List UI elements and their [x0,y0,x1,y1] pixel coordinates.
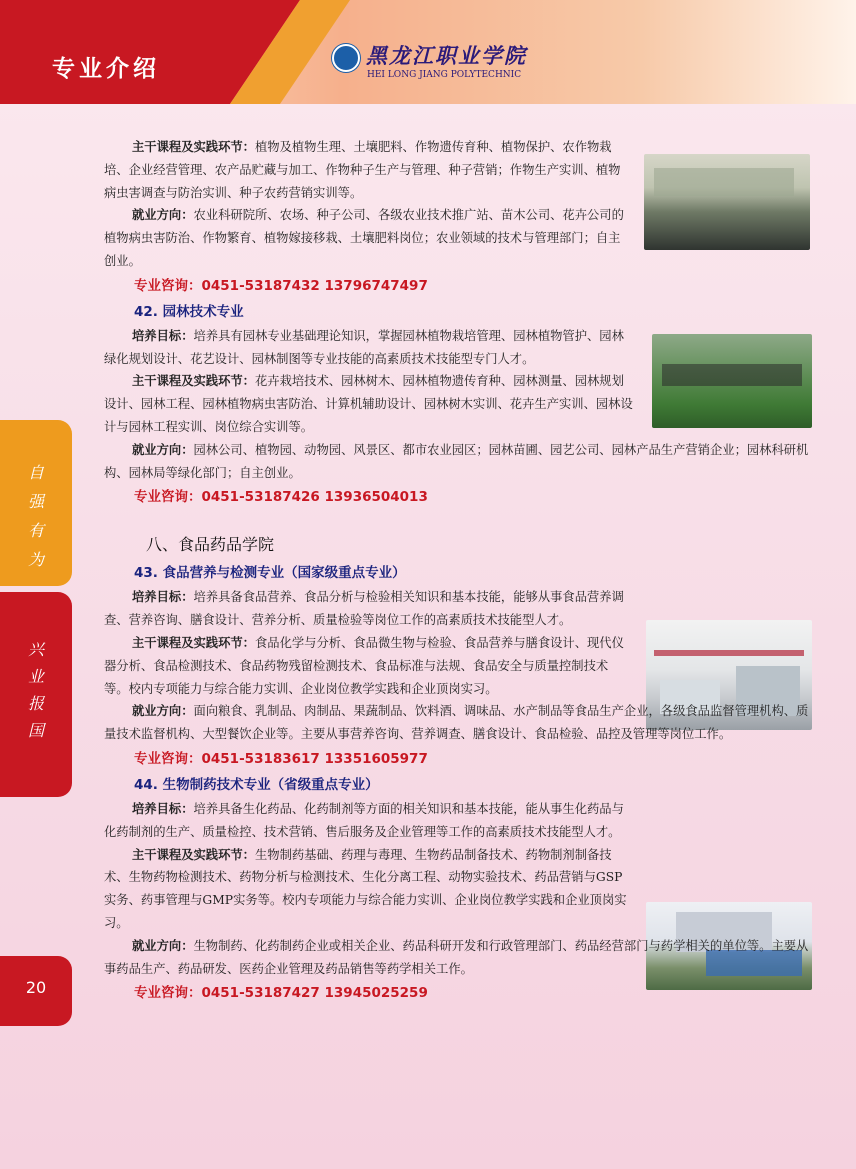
sec43-career-label: 就业方向： [132,704,194,719]
sec42-goal [104,325,634,371]
sec42-goal-label: 培养目标： [132,328,194,343]
sec42-course-text: 花卉栽培技术、园林树木、园林植物遗传育种、园林测量、园林规划设计、园林工程、园林植物病虫害防治、计算机辅助设计、园林树木实训、花卉生产实训、园林设计与园林工程实训、岗位综合实训等。 [104,374,633,434]
sec43-title: 43. 食品营养与检测专业（国家级重点专业） [134,565,406,582]
sec43-goal-text: 培养具备食品营养、食品分析与检验相关知识和基本技能，能够从事食品营养调查、营养咨询、膳食设计、营养分析、质量检验等岗位工作的高素质技术技能型人才。 [104,590,624,628]
sec43-goal [104,586,628,632]
slogan1 [0,458,72,574]
sec44-course-text: 生物制药基础、药理与毒理、生物药品制备技术、药物制剂制备技术、生物药物检测技术、药物分析与检测技术、生化分离工程、动物实验技术、药品营销与GSP实务、药事管理与GMP实务等。校内专项能力与综合能力实训、企业岗位教学实践和企业顶岗实习。 [104,847,627,930]
sec44-goal [104,798,628,844]
school-logo-icon [332,44,360,72]
sec43-contact: 专业咨询：0451-53183617 13351605977 [134,750,428,767]
sec41-courses [104,136,632,204]
sec42-course-label: 主干课程及实践环节： [132,374,255,389]
slogan2 [0,636,72,744]
sec41-contact: 专业咨询：0451-53187432 13796747497 [134,277,428,294]
sec44-goal-text: 培养具备生化药品、化药制剂等方面的相关知识和基本技能，能从事生化药品与化药制剂的生产、质量检控、技术营销、售后服务及企业管理等工作的高素质技术技能型人才。 [104,801,624,839]
sec41-course-text: 植物及植物生理、土壤肥料、作物遗传育种、植物保护、农作物栽培、企业经营管理、农产品贮藏与加工、作物种子生产与管理、种子营销；作物生产实训、植物病虫害调查与防治实训、种子农药营销实训等。 [104,140,621,200]
page-header [0,0,856,104]
page-title: 专业介绍 [52,56,160,82]
section-42-body [104,325,634,439]
sec42-contact: 专业咨询：0451-53187426 13936504013 [134,489,428,506]
sec43-career [104,700,816,746]
sec43-course-text: 食品化学与分析、食品微生物与检验、食品营养与膳食设计、现代仪器分析、食品检测技术、食品药物残留检测技术、食品标准与法规、食品安全与质量控制技术等。校内专项能力与综合能力实训、企业岗位教学实践和企业顶岗实习。 [104,635,624,696]
sec44-title: 44. 生物制药技术专业（省级重点专业） [134,776,379,793]
slogan1-char: 为 [27,550,44,569]
sec44-contact: 专业咨询：0451-53187427 13945025259 [134,985,428,1002]
sec41-career [104,204,632,272]
sec43-courses [104,632,628,700]
sec43-goal-label: 培养目标： [132,590,194,605]
sec42-career [104,439,816,485]
slogan2-char: 兴 [27,640,44,659]
sec42-goal-text: 培养具有园林专业基础理论知识，掌握园林植物栽培管理、园林植物管护、园林绿化规划设计、花艺设计、园林制图等专业技能的高素质技术技能型专门人才。 [104,328,624,366]
section-41 [104,136,632,273]
school-name-cn: 黑龙江职业学院 [366,43,527,68]
section-43-body [104,586,628,700]
college-8-title: 八、食品药品学院 [146,535,275,555]
sec44-courses [104,844,628,935]
sec42-courses [104,370,634,438]
section-44-body [104,798,628,935]
slogan1-char: 自 [27,463,44,482]
sec43-career-text: 面向粮食、乳制品、肉制品、果蔬制品、饮料酒、调味品、水产制品等食品生产企业，各级食品监督管理机构、质量技术监督机构、大型餐饮企业等。主要从事营养咨询、营养调查、膳食设计、食品检验、品控及管理等岗位工作。 [104,704,809,742]
sec44-career-text: 生物制药、化药制药企业或相关企业、药品科研开发和行政管理部门、药品经营部门与药学相关的单位等。主要从事药品生产、药品研发、医药企业管理及药品销售等药学相关工作。 [104,938,809,976]
slogan2-char: 报 [27,694,44,713]
sec42-title: 42. 园林技术专业 [134,303,244,320]
slogan2-char: 国 [27,721,44,740]
sec42-career-text: 园林公司、植物园、动物园、风景区、都市农业园区；园林苗圃、园艺公司、园林产品生产营销企业；园林科研机构、园林局等绿化部门；自主创业。 [104,442,809,480]
sec44-career [104,935,816,981]
sec44-career-label: 就业方向： [132,938,194,953]
slogan1-char: 有 [27,521,44,540]
sec43-course-label: 主干课程及实践环节： [132,635,255,650]
school-name-en: HEI LONG JIANG POLYTECHNIC [367,70,522,80]
slogan1-char: 强 [27,492,44,511]
sec42-career-label: 就业方向： [132,442,194,457]
main-content [104,136,816,1006]
sec41-career-label: 就业方向： [132,208,194,223]
page-number: 20 [25,978,47,997]
sec41-career-text: 农业科研院所、农场、种子公司、各级农业技术推广站、苗木公司、花卉公司的植物病虫害防治、作物繁育、植物嫁接移栽、土壤肥料岗位；农业领域的技术与管理部门；自主创业。 [104,208,624,268]
sec44-goal-label: 培养目标： [132,801,194,816]
slogan2-char: 业 [27,667,44,686]
sec41-course-label: 主干课程及实践环节： [132,140,255,154]
sec44-course-label: 主干课程及实践环节： [132,847,255,862]
